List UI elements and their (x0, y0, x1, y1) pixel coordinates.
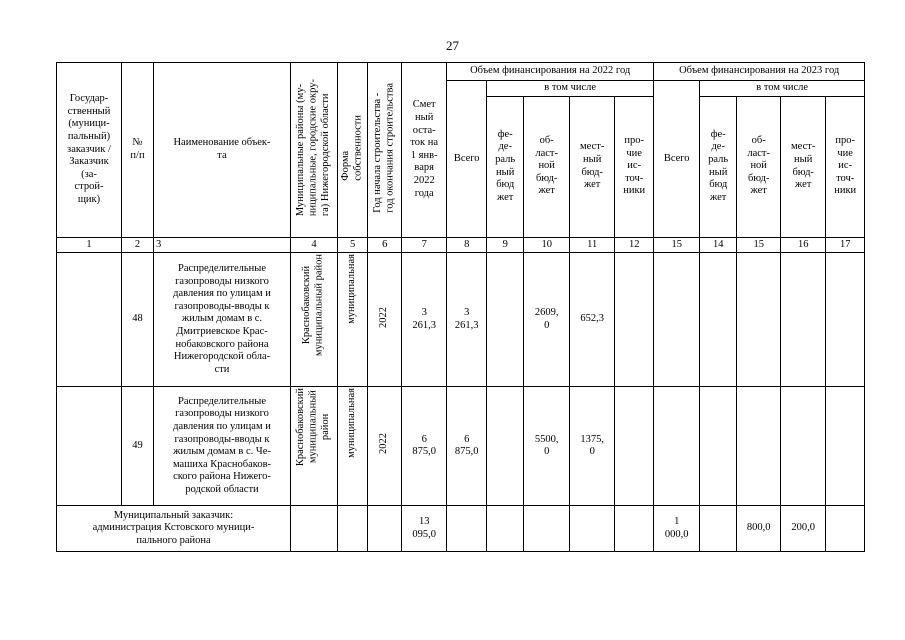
summary-cell (524, 506, 570, 552)
col-number: 2 (122, 237, 154, 253)
header-district (291, 63, 338, 238)
header-years-text: Год начала строительства - год окончания строительства (372, 82, 396, 213)
row-district-text: Краснобаковский муниципальный район (301, 254, 325, 357)
row-total-2022: 3 261,3 (447, 253, 487, 387)
header-federal-2022: фе- де- раль ный бюд жет (487, 96, 524, 237)
row-ownership (338, 253, 368, 387)
header-ownership (338, 63, 368, 238)
summary-cell (368, 506, 402, 552)
row-years-text: 2022 (378, 433, 390, 455)
summary-estimate: 13 095,0 (402, 506, 447, 552)
row-local-2023 (781, 253, 826, 387)
row-name: Распределительные газопроводы низкого давления по улицам и газопроводы-вводы к жилым домам в с. Дмитриевское Крас- нобаковского района Нижегородской обла- сти (154, 253, 291, 387)
row-estimate: 3 261,3 (402, 253, 447, 387)
header-local-2022: мест- ный бюд- жет (570, 96, 615, 237)
col-number: 8 (447, 237, 487, 253)
col-number: 6 (368, 237, 402, 253)
row-num: 49 (122, 387, 154, 506)
table-row (57, 387, 865, 506)
row-regional-2023 (737, 387, 781, 506)
row-regional-2023 (737, 253, 781, 387)
col-number: 1 (57, 237, 122, 253)
summary-row (57, 506, 865, 552)
header-district-text: Муниципальные районы (му- ниципальные, городские окру- га) Нижегородской области (295, 78, 332, 217)
row-other-2022 (615, 387, 654, 506)
row-total-2022: 6 875,0 (447, 387, 487, 506)
row-customer (57, 253, 122, 387)
col-number: 9 (487, 237, 524, 253)
header-regional-2022: об- ласт- ной бюд- жет (524, 96, 570, 237)
summary-regional-2023: 800,0 (737, 506, 781, 552)
header-years (368, 63, 402, 238)
col-number: 15 (654, 237, 700, 253)
row-name: Распределительные газопроводы низкого давления по улицам и газопроводы-вводы к жилым домам в с. Че- машиха Краснобаков- ского района Нижего- родской области (154, 387, 291, 506)
row-district (291, 387, 338, 506)
header-fin-2022: Объем финансирования на 2022 год (447, 63, 654, 81)
header-including-2023: в том числе (700, 81, 865, 97)
header-name: Наименование объек- та (154, 63, 291, 238)
row-ownership (338, 387, 368, 506)
row-federal-2022 (487, 387, 524, 506)
col-number: 7 (402, 237, 447, 253)
row-total-2023 (654, 253, 700, 387)
col-number: 3 (154, 237, 291, 253)
header-including-2022: в том числе (487, 81, 654, 97)
row-customer (57, 387, 122, 506)
col-number: 16 (781, 237, 826, 253)
row-district (291, 253, 338, 387)
row-years-text: 2022 (378, 306, 390, 328)
row-regional-2022: 2609, 0 (524, 253, 570, 387)
col-number: 5 (338, 237, 368, 253)
summary-cell (487, 506, 524, 552)
row-local-2022: 652,3 (570, 253, 615, 387)
summary-local-2023: 200,0 (781, 506, 826, 552)
header-total-2022: Всего (447, 81, 487, 238)
summary-total-2023: 1 000,0 (654, 506, 700, 552)
row-district-text: Краснобаковский муниципальный район (295, 388, 332, 467)
summary-cell (338, 506, 368, 552)
col-number: 4 (291, 237, 338, 253)
summary-cell (447, 506, 487, 552)
row-years (368, 253, 402, 387)
header-estimate: Смет ный остa- ток на 1 янв- варя 2022 года (402, 63, 447, 238)
summary-cell (615, 506, 654, 552)
row-regional-2022: 5500, 0 (524, 387, 570, 506)
row-years (368, 387, 402, 506)
col-number: 10 (524, 237, 570, 253)
summary-cell (291, 506, 338, 552)
financing-table (56, 62, 865, 552)
header-local-2023: мест- ный бюд- жет (781, 96, 826, 237)
row-other-2023 (826, 253, 865, 387)
header-ownership-text: Форма собственности (340, 114, 364, 181)
header-regional-2023: об- ласт- ной бюд- жет (737, 96, 781, 237)
header-num: № п/п (122, 63, 154, 238)
row-local-2022: 1375, 0 (570, 387, 615, 506)
header-customer: Государ- ственный (муници- пальный) заказчик / Заказчик (за- строй- щик) (57, 63, 122, 238)
row-estimate: 6 875,0 (402, 387, 447, 506)
table-row (57, 253, 865, 387)
summary-cell (570, 506, 615, 552)
header-fin-2023: Объем финансирования на 2023 год (654, 63, 865, 81)
summary-cell (826, 506, 865, 552)
col-number: 15 (737, 237, 781, 253)
header-other-2022: про- чие ис- точ- ники (615, 96, 654, 237)
col-number: 12 (615, 237, 654, 253)
row-ownership-text: муниципальная (346, 388, 358, 459)
row-ownership-text: муниципальная (346, 254, 358, 325)
page-number: 27 (446, 38, 459, 53)
header-federal-2023: фе- де- раль ный бюд жет (700, 96, 737, 237)
header-total-2023: Всего (654, 81, 700, 238)
row-local-2023 (781, 387, 826, 506)
summary-cell (700, 506, 737, 552)
row-other-2022 (615, 253, 654, 387)
col-number: 11 (570, 237, 615, 253)
row-total-2023 (654, 387, 700, 506)
row-federal-2023 (700, 253, 737, 387)
row-other-2023 (826, 387, 865, 506)
col-number: 14 (700, 237, 737, 253)
row-federal-2023 (700, 387, 737, 506)
column-numbers-row (57, 237, 865, 253)
row-num: 48 (122, 253, 154, 387)
header-other-2023: про- чие ис- точ- ники (826, 96, 865, 237)
summary-label: Муниципальный заказчик: администрация Кстовского муници- пального района (57, 506, 291, 552)
col-number: 17 (826, 237, 865, 253)
row-federal-2022 (487, 253, 524, 387)
